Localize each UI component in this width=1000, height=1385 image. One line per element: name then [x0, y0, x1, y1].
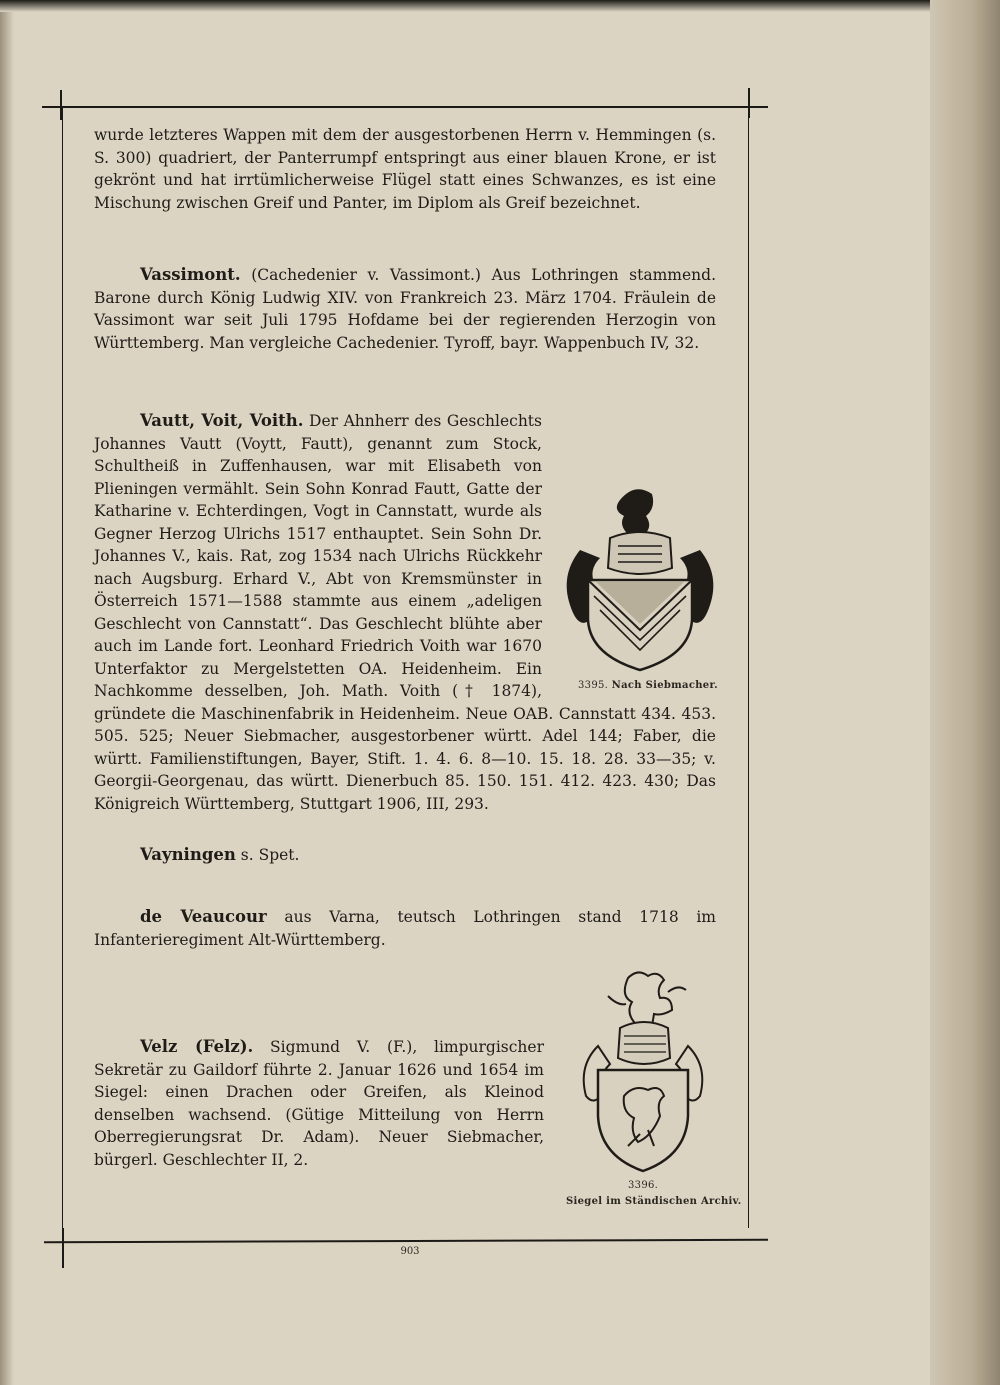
entry-vayningen-head: Vayningen [140, 845, 236, 864]
figure-3395-text: Nach Siebmacher. [611, 680, 718, 691]
frame-top-rule [42, 106, 768, 108]
frame-right-rule [748, 108, 749, 1228]
page-number: 903 [400, 1246, 420, 1257]
figure-3396-number: 3396. [628, 1180, 659, 1191]
entry-veaucour [94, 906, 716, 951]
entry-vassimont-head: Vassimont. [140, 265, 241, 284]
entry-vassimont [94, 264, 716, 354]
figure-3395-caption [578, 680, 718, 691]
entry-continuation [94, 124, 716, 214]
entry-velz [94, 1036, 544, 1171]
page-top-shadow [0, 0, 1000, 12]
entry-veaucour-head: de Veaucour [140, 907, 267, 926]
entry-vayningen [94, 844, 716, 867]
page-edge-shadow [930, 0, 1000, 1385]
entry-velz-text: Sigmund V. (F.), limpurgischer Sekretär zu Gaildorf führte 2. Januar 1626 und 1654 im Siegel: einen Drachen oder Greifen, als Kleinod denselben wachsend. (Gütige Mitteilung von Herrn Oberregierungsrat Dr. Adam). Neuer Siebmacher, bürgerl. Geschlechter II, 2. [94, 1038, 544, 1169]
frame-left-rule [62, 108, 63, 1240]
figure-3396-caption [566, 1196, 742, 1207]
entry-vassimont-text: (Cachedenier v. Vassimont.) Aus Lothringen stammend. Barone durch König Ludwig XIV. von Frankreich 23. März 1704. Fräulein de Vassimont war seit Juli 1795 Hofdame bei der regierenden Herzogin von Württemberg. Man vergleiche Cachedenier. Tyroff, bayr. Wappenbuch IV, 32. [94, 266, 716, 352]
entry-continuation-text: wurde letzteres Wappen mit dem der ausgestorbenen Herrn v. Hemmingen (s. S. 300) quadriert, der Panterrumpf entspringt aus einer blauen Krone, er ist gekrönt und hat irrtümlicherweise Flügel statt eines Schwanzes, es ist eine Mischung zwischen Greif und Panter, im Diplom als Greif bezeichnet. [94, 126, 716, 212]
frame-bottom-rule [44, 1239, 768, 1244]
entry-veaucour-text: aus Varna, teutsch Lothringen stand 1718 im Infanterieregiment Alt-Württemberg. [94, 908, 716, 949]
entry-velz-head: Velz (Felz). [140, 1037, 254, 1056]
entry-vautt-head: Vautt, Voit, Voith. [140, 411, 304, 430]
figure-3395-number: 3395. [578, 680, 609, 691]
entry-vautt-text: Der Ahnherr des Geschlechts Johannes Vautt (Voytt, Fautt), genannt zum Stock, Schultheiß in Zuffenhausen, war mit Elisabeth von Plieningen vermählt. Sein Sohn Konrad Fautt, Gatte der Katharine v. Echterdingen, Vogt in Cannstatt, wurde als Gegner Herzog Ulrichs 1517 enthauptet. Sein Sohn Dr. Johannes V., kais. Rat, zog 1534 nach Ulrichs Rückkehr nach Augsburg. Erhard V., Abt von Kremsmünster in Österreich 1571—1588 stammte aus einem „adeligen Geschlecht von Cannstatt“. Das Geschlecht blühte aber auch im Lande fort. Leonhard Friedrich Voith war 1670 Unterfaktor zu Mergelstetten OA. Heidenheim. Ein Nachkomme desselben, Joh. Math. Voith († 1874), gründete die Maschinenfabrik in Heidenheim. Neue OAB. Cannstatt 434. 453. 505. 525; Neuer Siebmacher, ausgestorbener württ. Adel 144; Faber, die württ. Familienstiftungen, Bayer, Stift. 1. 4. 6. 8—10. 15. 18. 28. 33—35; v. Georgii-Georgenau, das württ. Dienerbuch 85. 150. 151. 412. 423. 430; Das Königreich Württemberg, Stuttgart 1906, III, 293. [94, 412, 716, 813]
frame-left-rule-bottom [62, 1228, 64, 1268]
page-gutter-shadow [0, 0, 14, 1385]
coat-of-arms-vautt-icon [560, 480, 720, 675]
coat-of-arms-velz-icon [568, 966, 718, 1176]
entry-vayningen-text: s. Spet. [235, 846, 300, 864]
figure-3396-text: Siegel im Ständischen Archiv. [566, 1196, 742, 1207]
